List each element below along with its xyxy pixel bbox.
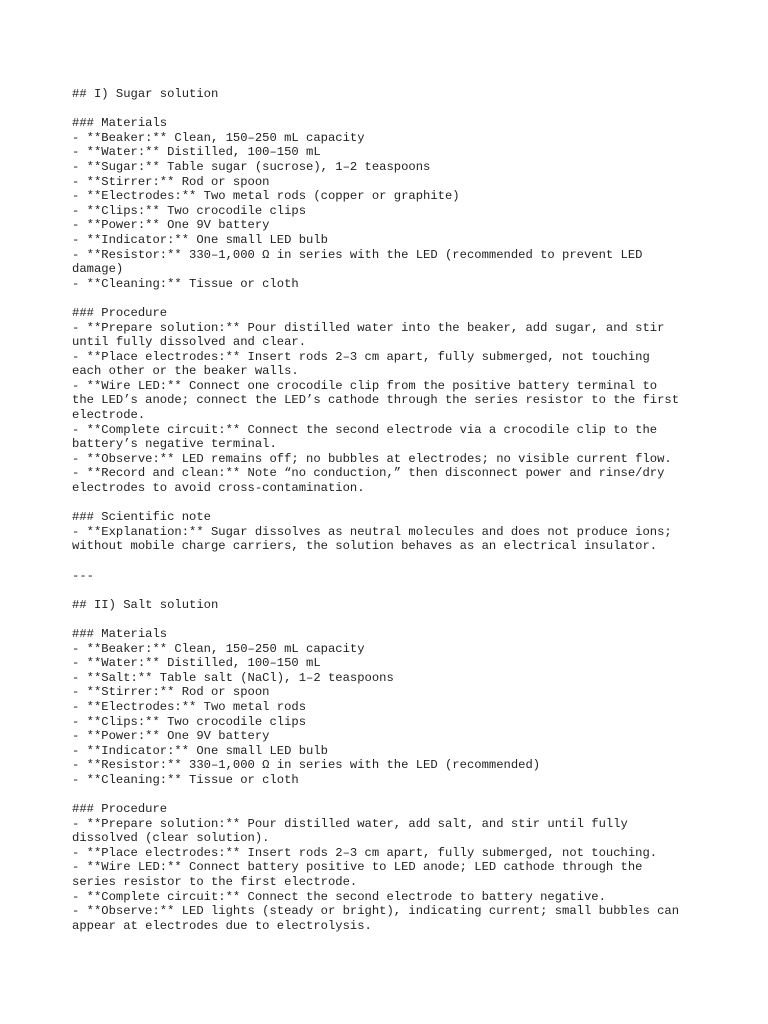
list-item: - **Water:** Distilled, 100–150 mL (72, 145, 321, 160)
blank-line (72, 612, 752, 627)
blank-line (72, 291, 752, 306)
list-item: - **Complete circuit:** Connect the second electrode to battery negative. (72, 889, 606, 904)
list-item: - **Observe:** LED remains off; no bubbles at electrodes; no visible current flow. (72, 451, 672, 466)
list-item: - **Place electrodes:** Insert rods 2–3 cm apart, fully submerged, not touching. (72, 845, 658, 860)
list-item: - **Sugar:** Table sugar (sucrose), 1–2 teaspoons (72, 159, 431, 174)
list-item: - **Observe:** LED lights (steady or bright), indicating current; small bubbles can (72, 904, 680, 919)
list-item: - **Beaker:** Clean, 150–250 mL capacity (72, 130, 365, 145)
list-item: - **Explanation:** Sugar dissolves as neutral molecules and does not produce ions; (72, 524, 672, 539)
list-item-continuation: each other or the beaker walls. (72, 364, 299, 379)
list-item-continuation: until fully dissolved and clear. (72, 335, 307, 350)
blank-line (72, 102, 752, 117)
list-item: - **Indicator:** One small LED bulb (72, 232, 328, 247)
list-item: - **Wire LED:** Connect one crocodile clip from the positive battery terminal to (72, 378, 658, 393)
list-item-continuation: dissolved (clear solution). (72, 831, 270, 846)
list-item-continuation: without mobile charge carriers, the solution behaves as an electrical insulator. (72, 539, 658, 554)
list-item: - **Wire LED:** Connect battery positive to LED anode; LED cathode through the (72, 860, 643, 875)
list-item: - **Prepare solution:** Pour distilled water, add salt, and stir until fully (72, 816, 628, 831)
list-item: - **Clips:** Two crocodile clips (72, 714, 307, 729)
list-item: - **Electrodes:** Two metal rods (72, 699, 307, 714)
list-item: - **Power:** One 9V battery (72, 729, 270, 744)
section-heading: ## I) Sugar solution (72, 87, 219, 101)
list-item-continuation: series resistor to the first electrode. (72, 875, 358, 890)
list-item: - **Record and clean:** Note “no conduction,” then disconnect power and rinse/dry (72, 466, 665, 481)
blank-line (72, 496, 752, 511)
list-item: - **Cleaning:** Tissue or cloth (72, 772, 299, 787)
list-item-continuation: electrodes to avoid cross-contamination. (72, 481, 365, 496)
list-item: - **Place electrodes:** Insert rods 2–3 cm apart, fully submerged, not touching (72, 349, 650, 364)
subsection-heading: ### Procedure (72, 802, 168, 817)
list-item-continuation: appear at electrodes due to electrolysis. (72, 918, 372, 933)
list-item: - **Beaker:** Clean, 150–250 mL capacity (72, 641, 365, 656)
subsection-heading: ### Procedure (72, 305, 168, 320)
subsection-heading: ### Materials (72, 116, 168, 131)
list-item: - **Clips:** Two crocodile clips (72, 203, 307, 218)
blank-line (72, 554, 752, 569)
blank-line (72, 788, 752, 803)
list-item: - **Resistor:** 330–1,000 Ω in series with the LED (recommended to prevent LED (72, 247, 643, 262)
section-heading: ## II) Salt solution (72, 597, 219, 612)
list-item: - **Water:** Distilled, 100–150 mL (72, 656, 321, 671)
list-item: - **Complete circuit:** Connect the second electrode via a crocodile clip to the (72, 422, 658, 437)
list-item-continuation: electrode. (72, 408, 146, 423)
list-item: - **Cleaning:** Tissue or cloth (72, 276, 299, 291)
subsection-heading: ### Scientific note (72, 510, 211, 525)
list-item: - **Salt:** Table salt (NaCl), 1–2 teaspoons (72, 670, 394, 685)
list-item: - **Electrodes:** Two metal rods (copper or graphite) (72, 189, 460, 204)
horizontal-rule: --- (72, 568, 94, 583)
list-item: - **Stirrer:** Rod or spoon (72, 685, 270, 700)
list-item: - **Prepare solution:** Pour distilled water into the beaker, add sugar, and stir (72, 320, 665, 335)
list-item: - **Resistor:** 330–1,000 Ω in series with the LED (recommended) (72, 758, 541, 773)
list-item: - **Power:** One 9V battery (72, 218, 270, 233)
list-item: - **Stirrer:** Rod or spoon (72, 174, 270, 189)
document-body (72, 87, 752, 933)
list-item-continuation: damage) (72, 262, 124, 277)
blank-line (72, 583, 752, 598)
subsection-heading: ### Materials (72, 626, 168, 641)
list-item-continuation: battery’s negative terminal. (72, 437, 277, 452)
list-item: - **Indicator:** One small LED bulb (72, 743, 328, 758)
list-item-continuation: the LED’s anode; connect the LED’s cathode through the series resistor to the first (72, 393, 680, 408)
